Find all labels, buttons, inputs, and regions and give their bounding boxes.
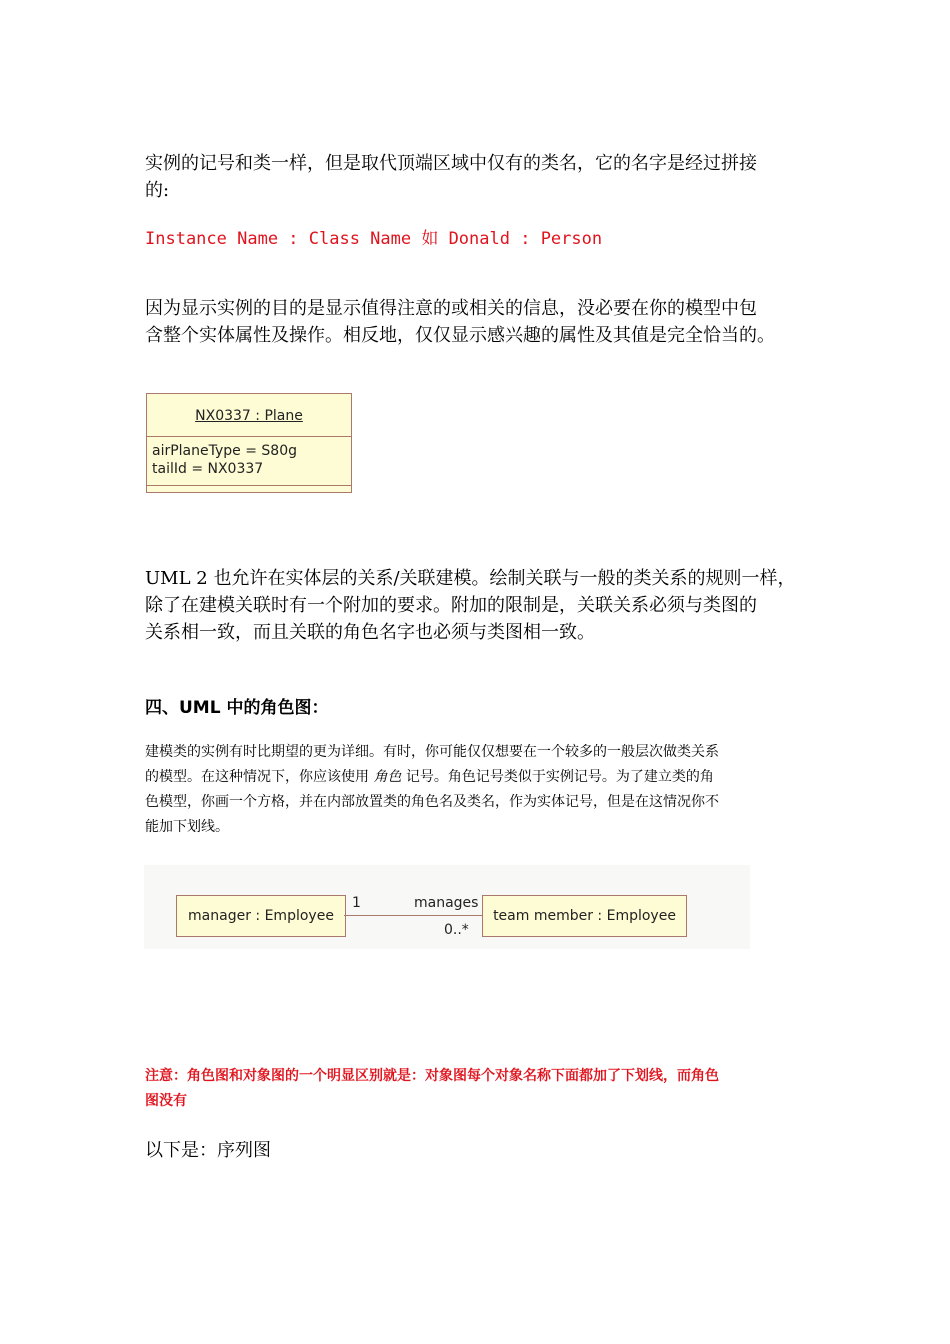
association-name: manages	[414, 895, 479, 911]
paragraph-line: 含整个实体属性及操作。相反地，仅仅显示感兴趣的属性及其值是完全恰当的。	[145, 325, 775, 346]
emphasis-text: 角色	[373, 769, 402, 785]
paragraph-line	[145, 765, 805, 790]
note-line: 图没有	[145, 1093, 187, 1109]
object-attribute: tailId = NX0337	[152, 461, 264, 477]
footer-text: 以下是：序列图	[145, 1140, 271, 1161]
paragraph-line: 因为显示实例的目的是显示值得注意的或相关的信息，没必要在你的模型中包	[145, 298, 757, 319]
paragraph-line: 除了在建模关联时有一个附加的要求。附加的限制是，关联关系必须与类图的	[145, 595, 757, 616]
paragraph-instance-associations	[145, 565, 825, 646]
paragraph-line: 色模型，你画一个方格，并在内部放置类的角色名及类名，作为实体记号，但是在这情况你不	[145, 794, 719, 810]
paragraph-line: 关系相一致，而且关联的角色名字也必须与类图相一致。	[145, 622, 595, 643]
association-line	[344, 915, 482, 916]
instance-syntax-example: Instance Name : Class Name 如 Donald : Person	[145, 229, 603, 249]
multiplicity-right: 0..*	[444, 922, 469, 938]
note-line: 注意：角色图和对象图的一个明显区别就是：对象图每个对象名称下面都加了下划线，而角色	[145, 1068, 719, 1084]
paragraph-role-notation	[145, 740, 805, 840]
object-attributes	[147, 437, 351, 486]
paragraph-text: 记号。角色记号类似于实例记号。为了建立类的角	[401, 769, 714, 785]
paragraph-line: 建模类的实例有时比期望的更为详细。有时，你可能仅仅想要在一个较多的一般层次做类关系	[145, 744, 719, 760]
role-diagram	[144, 865, 750, 949]
role-box-team-member: team member : Employee	[482, 895, 687, 937]
paragraph-instance-notation	[145, 150, 815, 204]
paragraph-line: UML 2 也允许在实体层的关系/关联建模。绘制关联与一般的类关系的规则一样，	[145, 568, 796, 589]
paragraph-text: 的模型。在这种情况下，你应该使用	[145, 769, 374, 785]
paragraph-line: 实例的记号和类一样，但是取代顶端区域中仅有的类名，它的名字是经过拼接	[145, 153, 757, 174]
object-diagram-box	[146, 393, 352, 493]
paragraph-line: 的:	[145, 180, 170, 201]
paragraph-instance-purpose	[145, 295, 815, 349]
object-attribute: airPlaneType = S80g	[152, 443, 297, 459]
role-box-manager: manager : Employee	[176, 895, 346, 937]
object-name: NX0337 : Plane	[147, 394, 351, 437]
section-heading: 四、UML 中的角色图：	[145, 698, 329, 718]
paragraph-line: 能加下划线。	[145, 819, 229, 835]
multiplicity-left: 1	[352, 895, 361, 911]
note-paragraph	[145, 1064, 805, 1114]
